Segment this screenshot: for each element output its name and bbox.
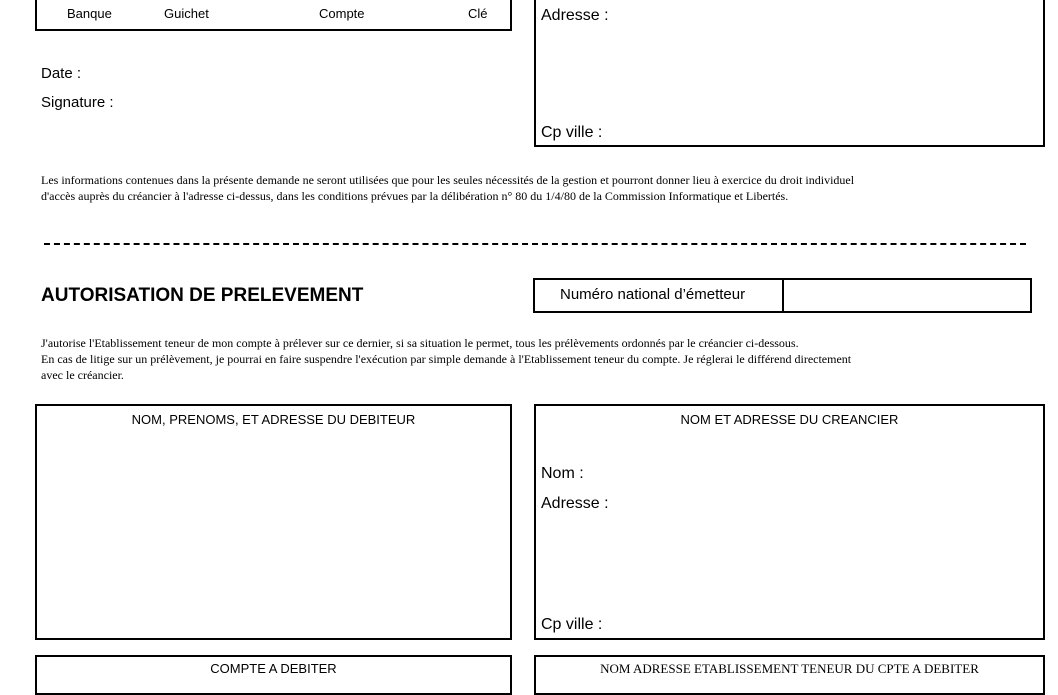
creditor-box-heading: NOM ET ADRESSE DU CREANCIER — [680, 412, 899, 427]
creditor-box — [534, 404, 1045, 640]
creditor-nom-label: Nom : — [541, 465, 584, 482]
creditor-cp-ville-label: Cp ville : — [541, 616, 603, 633]
authorization-text-line-3: avec le créancier. — [41, 368, 124, 382]
top-account-box — [35, 0, 512, 31]
account-to-debit-box[interactable] — [35, 655, 512, 695]
privacy-notice-line-1: Les informations contenues dans la présente demande ne seront utilisées que pour les seules nécessités de la gestion et pourront donner lieu à exercice du droit individuel — [41, 173, 855, 187]
compte-column-label: Compte — [319, 6, 365, 21]
date-label: Date : — [41, 65, 82, 82]
debtor-box[interactable] — [35, 404, 512, 640]
banque-column-label: Banque — [67, 6, 112, 21]
creditor-adresse-label: Adresse : — [541, 495, 609, 512]
bank-establishment-box[interactable] — [534, 655, 1045, 695]
authorization-text-line-1: J'autorise l'Etablissement teneur de mon compte à prélever sur ce dernier, si sa situation le permet, tous les prélèvements ordonnés par le créancier ci-dessous. — [41, 336, 799, 350]
guichet-column-label: Guichet — [164, 6, 209, 21]
debtor-box-heading: NOM, PRENOMS, ET ADRESSE DU DEBITEUR — [131, 412, 416, 427]
top-adresse-label: Adresse : — [541, 7, 609, 24]
emitter-number-field[interactable] — [790, 286, 1025, 306]
emitter-number-label: Numéro national d’émetteur — [560, 286, 746, 303]
account-box-heading: COMPTE A DEBITER — [210, 661, 337, 676]
cut-line-divider — [44, 243, 1026, 245]
bank-box-heading: NOM ADRESSE ETABLISSEMENT TENEUR DU CPTE A DEBITER — [600, 661, 979, 676]
authorization-title: AUTORISATION DE PRELEVEMENT — [41, 285, 364, 306]
authorization-text — [41, 335, 1031, 383]
authorization-text-line-2: En cas de litige sur un prélèvement, je pourrai en faire suspendre l'exécution par simple demande à l'Etablissement teneur du compte. Je réglerai le différend directement — [41, 352, 852, 366]
top-address-box — [534, 0, 1045, 147]
top-cp-ville-label: Cp ville : — [541, 124, 603, 141]
emitter-number-divider — [782, 280, 784, 311]
cle-column-label: Clé — [468, 6, 488, 21]
signature-label: Signature : — [41, 94, 114, 111]
privacy-notice — [41, 172, 1031, 204]
privacy-notice-line-2: d'accès auprès du créancier à l'adresse ci-dessus, dans les conditions prévues par la délibération n° 80 du 1/4/80 de la Commission Informatique et Libertés. — [41, 189, 789, 203]
emitter-number-box — [533, 278, 1032, 313]
